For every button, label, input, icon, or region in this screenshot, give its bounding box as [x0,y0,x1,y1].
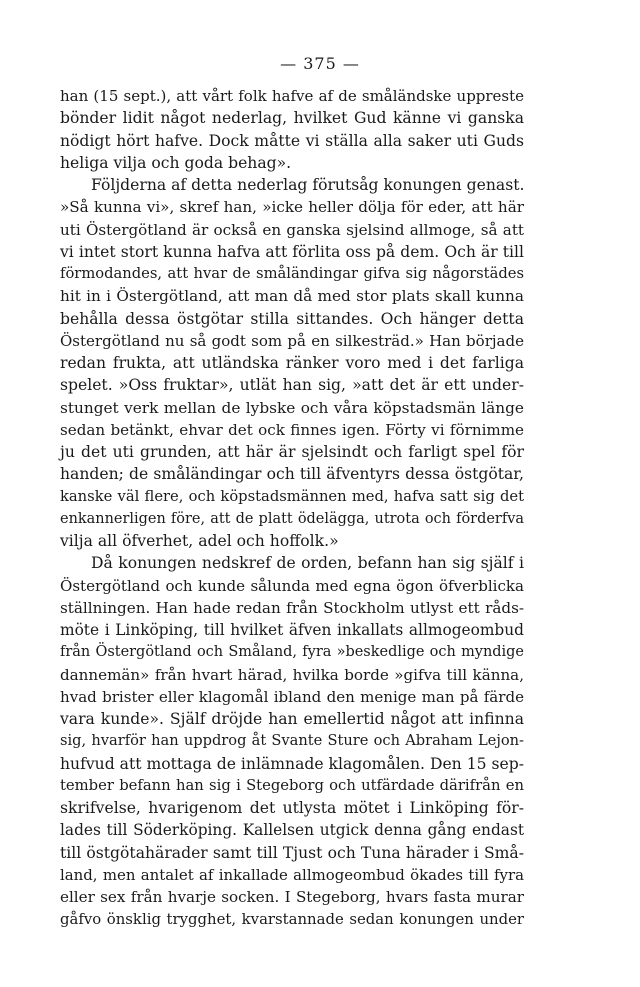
text-line: från Östergötland och Småland, fyra »beskedlige och myndige [60,644,524,661]
text-line: redan frukta, att utländska ränker voro med i det farliga [60,354,524,372]
text-line: enkannerligen före, att de platt ödelägga, utrota och förderfva [60,510,524,527]
text-line: förmodandes, att hvar de småländingar gifva sig någorstädes [60,265,524,282]
text-line: han (15 sept.), att vårt folk hafve af de småländske uppreste [60,87,524,105]
text-line: uti Östergötland är också en ganska sjelsind allmoge, så att [60,220,524,239]
paragraph-first-line: Då konungen nedskref de orden, befann han sig själf i [91,554,524,573]
text-line: Östergötland och kunde sålunda med egna ögon öfverblicka [60,576,524,595]
text-line: till östgötahärader samt till Tjust och Tuna härader i Små- [60,843,524,862]
text-line: vilja all öfverhet, adel och hoffolk.» [60,532,339,550]
text-line: sedan betänkt, ehvar det ock finnes igen. Förty vi förnimme [60,420,524,439]
text-line: lades till Söderköping. Kallelsen utgick denna gång endast [60,821,524,840]
text-line: vi intet stort kunna hafva att förlita oss på dem. Och är till [60,242,524,261]
text-line: behålla dessa östgötar stilla sittandes. Och hänger detta [60,309,524,328]
text-line: dannemän» från hvart härad, hvilka borde »gifva till känna, [60,665,524,684]
text-line: vara kunde». Själf dröjde han emellertid något att infinna [60,710,524,728]
text-line: ju det uti grunden, att här är sjelsindt och farligt spel för [60,443,524,461]
page-number: — 375 — [280,54,360,73]
text-line: hit in i Östergötland, att man då med stor plats skall kunna [60,287,524,306]
text-line: Östergötland nu så godt som på en silkesträd.» Han började [60,331,524,350]
text-line: nödigt hört hafve. Dock måtte vi ställa alla saker uti Guds [60,131,524,150]
text-line: »Så kunna vi», skref han, »icke heller dölja för eder, att här [60,198,524,217]
text-line: heliga vilja och goda behag». [60,153,292,172]
text-line: kanske väl flere, och köpstadsmännen med, hafva satt sig det [60,487,524,505]
text-line: sig, hvarför han uppdrog åt Svante Sture och Abraham Lejon- [60,732,524,750]
text-line: gåfvo önsklig trygghet, kvarstannade sedan konungen under [60,910,524,929]
text-line: skrifvelse, hvarigenom det utlysta mötet i Linköping för- [60,799,524,817]
text-line: tember befann han sig i Stegeborg och utfärdade därifrån en [60,776,524,794]
paragraph-first-line: Följderna af detta nederlag förutsåg konungen genast. [91,176,525,194]
text-line: land, men antalet af inkallade allmogeombud ökades till fyra [60,865,524,884]
text-line: bönder lidit något nederlag, hvilket Gud känne vi ganska [60,109,524,128]
text-line: handen; de småländingar och till äfventyrs dessa östgötar, [60,465,524,484]
text-line: stunget verk mellan de lybske och våra köpstadsmän länge [60,398,524,417]
text-line: eller sex från hvarje socken. I Stegeborg, hvars fasta murar [60,888,524,906]
text-line: möte i Linköping, till hvilket äfven inkallats allmogeombud [60,621,524,639]
text-line: hufvud att mottaga de inlämnade klagomålen. Den 15 sep- [60,754,524,773]
body-text [60,85,524,931]
text-line: hvad brister eller klagomål ibland den menige man på färde [60,687,524,706]
text-line: spelet. »Oss fruktar», utlät han sig, »att det är ett under- [60,376,524,395]
text-line: ställningen. Han hade redan från Stockholm utlyst ett råds- [60,598,524,617]
